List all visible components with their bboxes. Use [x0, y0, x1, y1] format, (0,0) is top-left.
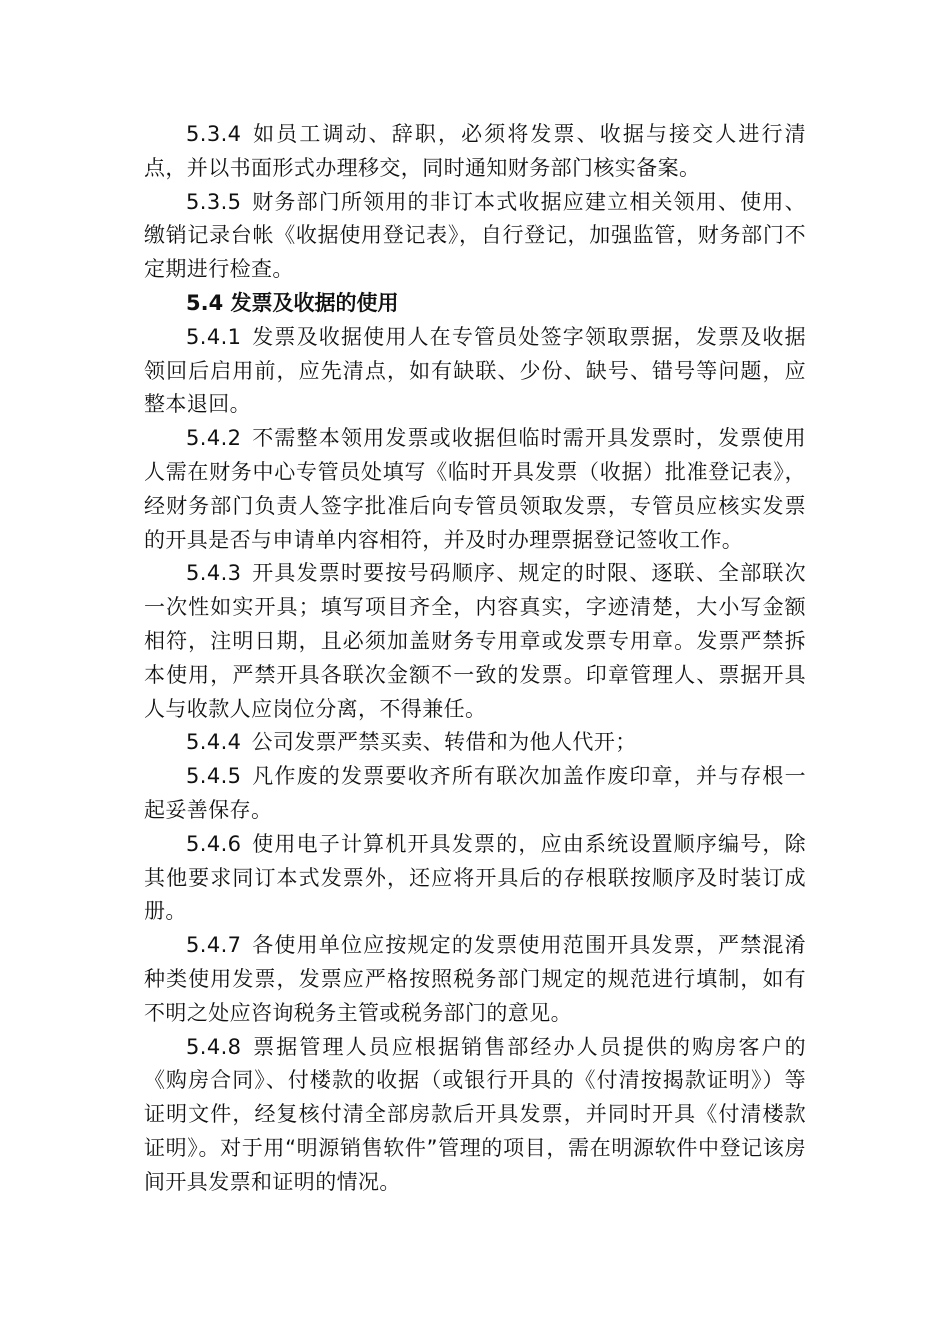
paragraph-number: 5.4.1: [186, 324, 242, 349]
paragraph-text: 使用电子计算机开具发票的，应由系统设置顺序编号，除其他要求同订本式发票外，还应将开具后的存根联按顺序及时装订成册。: [144, 831, 806, 924]
paragraph-5-3-5: [144, 186, 806, 287]
paragraph-number: 5.4.8: [186, 1034, 242, 1059]
paragraph-5-4-2: [144, 422, 806, 557]
paragraph-number: 5.4.6: [186, 831, 242, 856]
paragraph-number: 5.4.7: [186, 933, 242, 958]
paragraph-text: 财务部门所领用的非订本式收据应建立相关领用、使用、缴销记录台帐《收据使用登记表》，自行登记，加强监管，财务部门不定期进行检查。: [144, 189, 806, 282]
paragraph-5-3-4: [144, 118, 806, 186]
paragraph-text: 不需整本领用发票或收据但临时需开具发票时，发票使用人需在财务中心专管员处填写《临时开具发票（收据）批准登记表》，经财务部门负责人签字批准后向专管员领取发票，专管员应核实发票的开具是否与申请单内容相符，并及时办理票据登记签收工作。: [144, 426, 806, 552]
paragraph-5-4-1: [144, 321, 806, 422]
paragraph-5-4-4: [144, 726, 806, 760]
paragraph-number: 5.3.4: [186, 122, 242, 146]
paragraph-number: 5.4.5: [186, 764, 242, 789]
paragraph-5-4-6: [144, 828, 806, 929]
paragraph-text: 公司发票严禁买卖、转借和为他人代开；: [251, 730, 637, 755]
paragraph-5-4-5: [144, 760, 806, 828]
paragraph-text: 如员工调动、辞职，必须将发票、收据与接交人进行清点，并以书面形式办理移交，同时通知财务部门核实备案。: [144, 122, 806, 180]
paragraph-text: 凡作废的发票要收齐所有联次加盖作废印章，并与存根一起妥善保存。: [144, 764, 806, 822]
paragraph-number: 5.3.5: [186, 189, 242, 214]
section-heading: 5.4 发票及收据的使用: [186, 290, 399, 315]
paragraph-text: 开具发票时要按号码顺序、规定的时限、逐联、全部联次一次性如实开具；填写项目齐全，内容真实，字迹清楚，大小写金额相符，注明日期，且必须加盖财务专用章或发票专用章。发票严禁拆本使用，严禁开具各联次金额不一致的发票。印章管理人、票据开具人与收款人应岗位分离，不得兼任。: [144, 561, 806, 721]
paragraph-number: 5.4.3: [186, 561, 242, 586]
paragraph-number: 5.4.2: [186, 426, 242, 451]
paragraph-5-4-7: [144, 929, 806, 1030]
paragraph-text: 票据管理人员应根据销售部经办人员提供的购房客户的《购房合同》、付楼款的收据（或银行开具的《付清按揭款证明》）等证明文件，经复核付清全部房款后开具发票，并同时开具《付清楼款证明》。对于用“明源销售软件”管理的项目，需在明源软件中登记该房间开具发票和证明的情况。: [144, 1034, 806, 1194]
paragraph-number: 5.4.4: [186, 730, 242, 755]
paragraph-5-4-3: [144, 557, 806, 726]
paragraph-text: 发票及收据使用人在专管员处签字领取票据，发票及收据领回后启用前，应先清点，如有缺联、少份、缺号、错号等问题，应整本退回。: [144, 324, 806, 417]
paragraph-5-4-8: [144, 1031, 806, 1200]
document-body: [144, 118, 806, 1200]
paragraph-text: 各使用单位应按规定的发票使用范围开具发票，严禁混淆种类使用发票，发票应严格按照税务部门规定的规范进行填制，如有不明之处应咨询税务主管或税务部门的意见。: [144, 933, 806, 1025]
